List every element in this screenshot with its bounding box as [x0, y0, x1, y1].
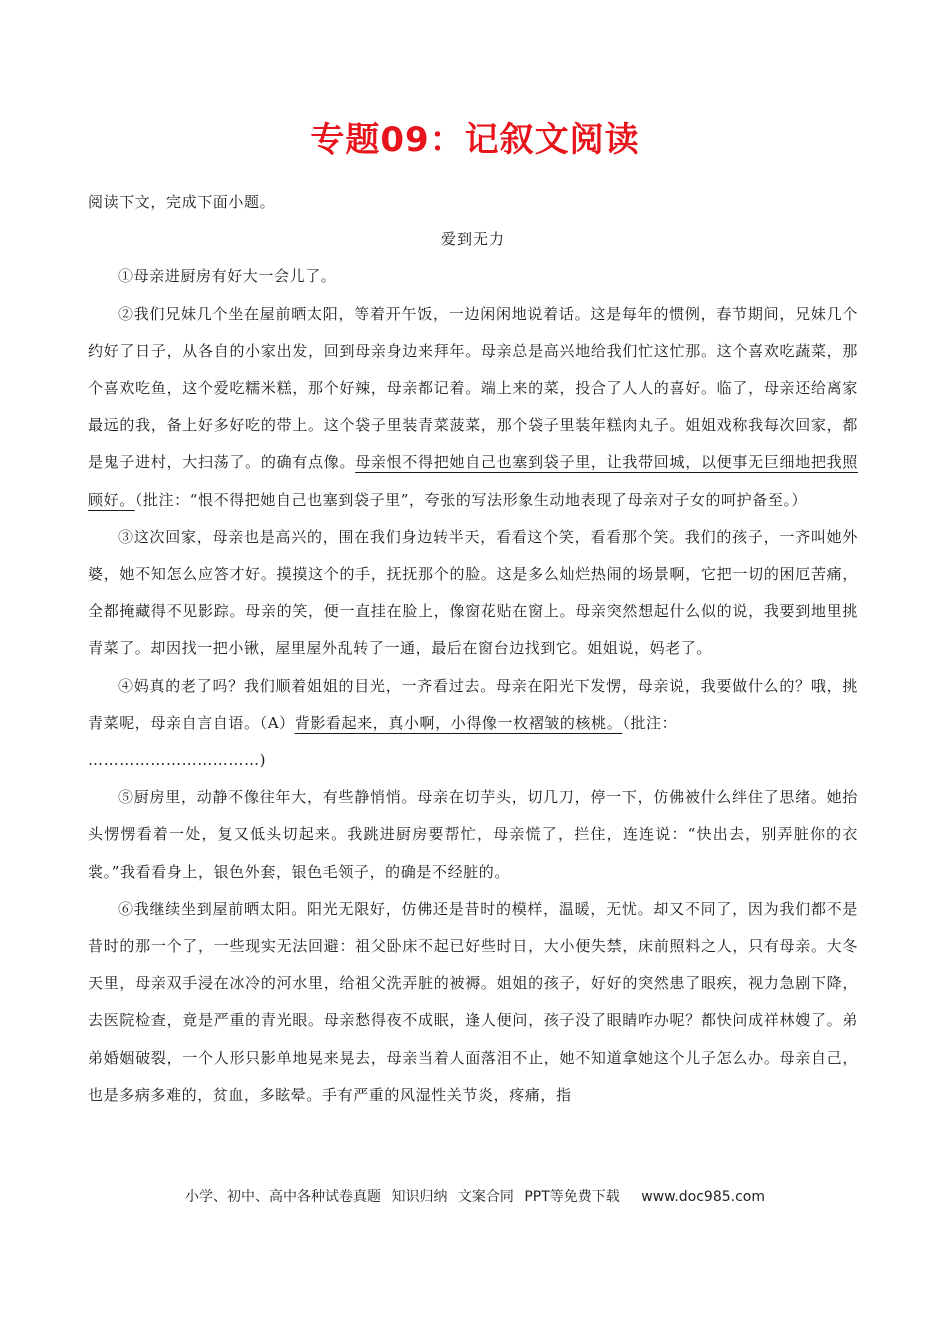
paragraph-2	[88, 296, 858, 519]
underlined-sentence: 母亲恨不得把她自己也塞到袋子里，让我带回城，以便事无巨细地把我照顾好。	[88, 453, 859, 509]
footer-text-1: 小学、初中、高中各种试卷真题	[185, 1189, 381, 1205]
paragraph-4-text: ④妈真的老了吗？我们顺着姐姐的目光，一齐看过去。母亲在阳光下发愣，母亲说，我要做什么的？哦，挑青菜呢，母亲自言自语。（A）	[88, 676, 858, 732]
page-title: 专题09：记叙文阅读	[310, 120, 640, 160]
footer-text-3: 文案合同	[457, 1189, 514, 1205]
paragraph-6: ⑥我继续坐到屋前晒太阳。阳光无限好，仿佛还是昔时的模样，温暖，无忧。却又不同了，因为我们都不是昔时的那一个了，一些现实无法回避：祖父卧床不起已好些时日，大小便失禁，床前照料之人，只有母亲。大冬天里，母亲双手浸在冰冷的河水里，给祖父洗弄脏的被褥。姐姐的孩子，好好的突然患了眼疾，视力急剧下降，去医院检查，竟是严重的青光眼。母亲愁得夜不成眠，逢人便问，孩子没了眼睛咋办呢？都快问成祥林嫂了。弟弟婚姻破裂，一个人形只影单地晃来晃去，母亲当着人面落泪不止，她不知道拿她这个儿子怎么办。母亲自己，也是多病多难的，贫血，多眩晕。手有严重的风湿性关节炎，疼痛，指	[88, 899, 858, 1104]
footer-text-2: 知识归纳	[391, 1189, 448, 1205]
footer	[0, 1186, 950, 1206]
annotation-blank: ……………………………)	[88, 751, 267, 770]
underlined-sentence-a: 背影看起来，真小啊，小得像一枚褶皱的核桃。	[294, 713, 623, 732]
instruction: 阅读下文，完成下面小题。	[88, 193, 276, 211]
annotation-prompt: （批注：	[622, 713, 678, 732]
footer-site-link[interactable]: www.doc985.com	[641, 1189, 765, 1205]
paragraph-3: ③这次回家，母亲也是高兴的，围在我们身边转半天，看看这个笑，看看那个笑。我们的孩子，一齐叫她外婆，她不知怎么应答才好。摸摸这个的手，抚抚那个的脸。这是多么灿烂热闹的场景啊，它把一切的困厄苦痛，全都掩藏得不见影踪。母亲的笑，便一直挂在脸上，像窗花贴在窗上。母亲突然想起什么似的说，我要到地里挑青菜了。却因找一把小锹，屋里屋外乱转了一通，最后在窗台边找到它。姐姐说，妈老了。	[88, 527, 858, 658]
paragraph-2-text: ②我们兄妹几个坐在屋前晒太阳，等着开午饭，一边闲闲地说着话。这是每年的惯例，春节期间，兄妹几个约好了日子，从各自的小家出发，回到母亲身边来拜年。母亲总是高兴地给我们忙这忙那。这个喜欢吃蔬菜，那个喜欢吃鱼，这个爱吃糯米糕，那个好辣，母亲都记着。端上来的菜，投合了人人的喜好。临了，母亲还给离家最远的我，备上好多好吃的带上。这个袋子里装青菜菠菜，那个袋子里装年糕肉丸子。姐姐戏称我每次回家，都是鬼子进村，大扫荡了。的确有点像。	[88, 304, 858, 472]
annotation-text: （批注：“恨不得把她自己也塞到袋子里”，夸张的写法形象生动地表现了母亲对子女的呵护备至。）	[134, 490, 808, 509]
footer-text-4: PPT等免费下载	[524, 1189, 620, 1205]
story-title: 爱到无力	[440, 230, 505, 249]
paragraph-4	[88, 668, 858, 742]
document-body	[88, 184, 858, 1114]
paragraph-5: ⑤厨房里，动静不像往年大，有些静悄悄。母亲在切芋头，切几刀，停一下，仿佛被什么绊住了思绪。她抬头愣愣看着一处，复又低头切起来。我跳进厨房要帮忙，母亲慌了，拦住，连连说：“快出去，别弄脏你的衣裳。”我看看身上，银色外套，银色毛领子，的确是不经脏的。	[88, 788, 858, 881]
paragraph-1: ①母亲进厨房有好大一会儿了。	[118, 267, 337, 286]
